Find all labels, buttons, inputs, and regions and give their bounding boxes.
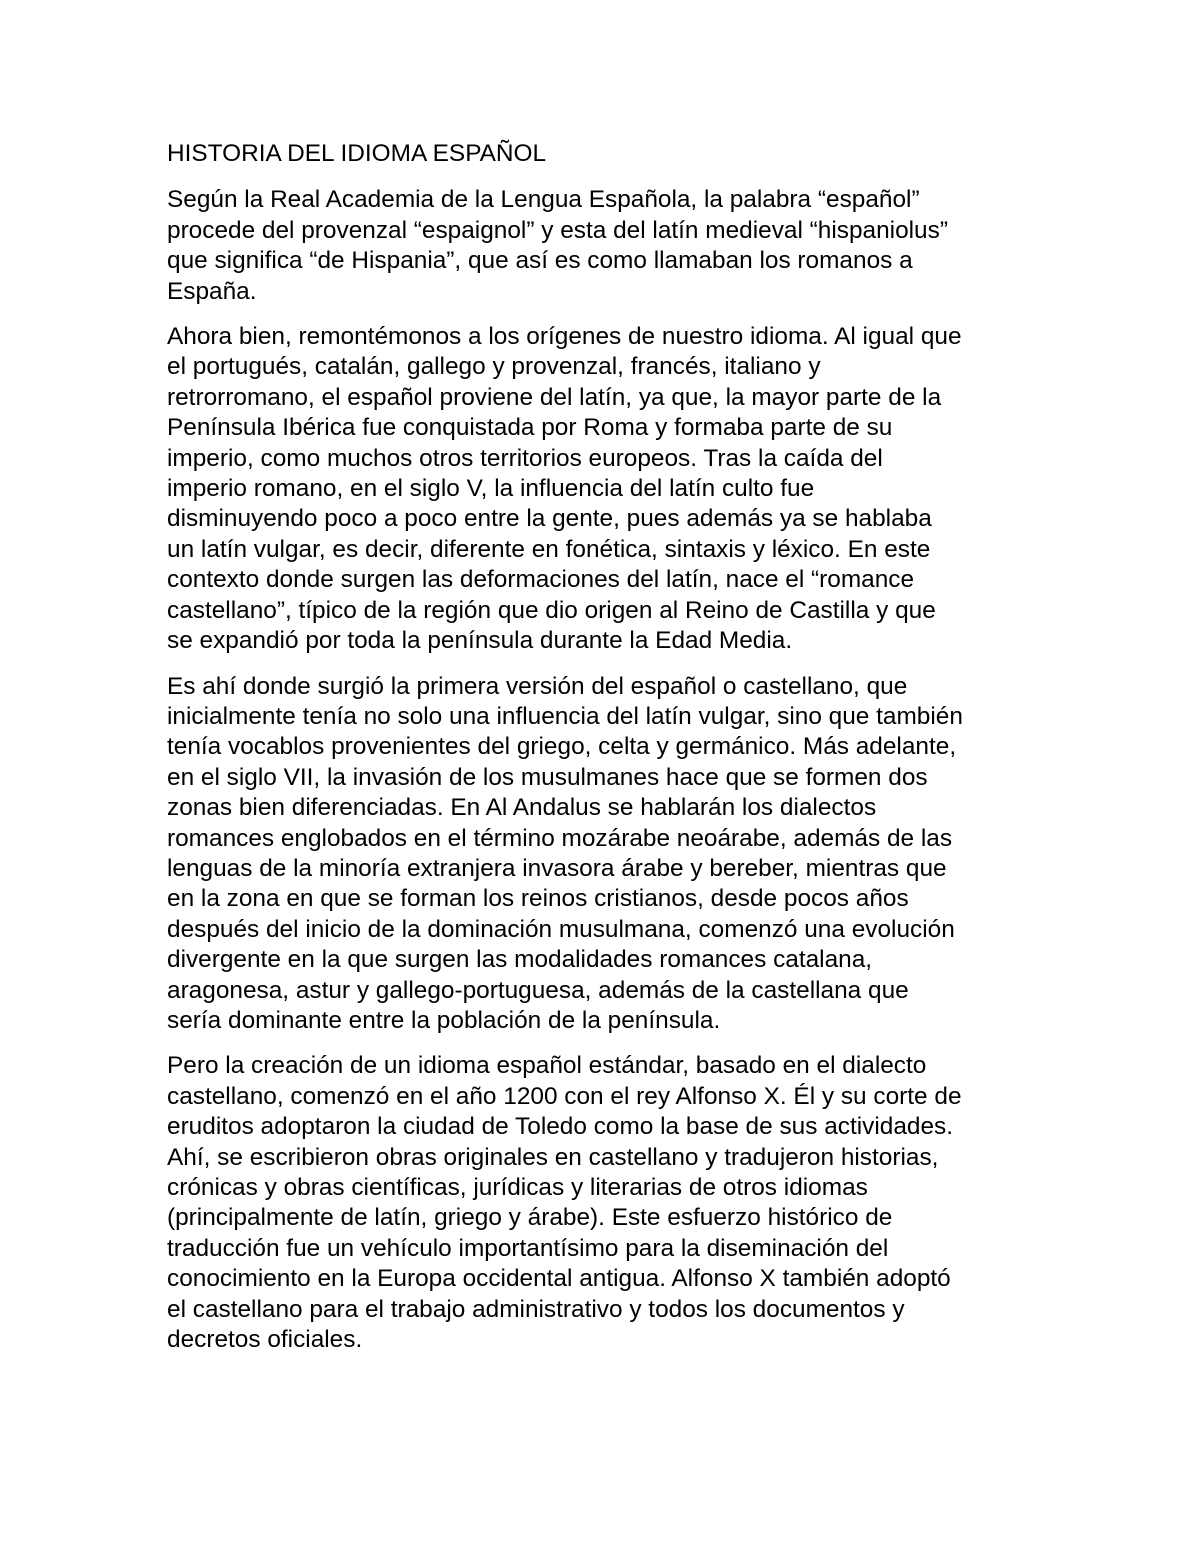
text-line: imperio, como muchos otros territorios europeos. Tras la caída del [167,444,883,472]
text-line: después del inicio de la dominación musulmana, comenzó una evolución [167,915,955,943]
text-line: decretos oficiales. [167,1326,363,1354]
text-line: el portugués, catalán, gallego y provenzal, francés, italiano y [167,353,821,381]
text-line: el castellano para el trabajo administrativo y todos los documentos y [167,1295,905,1323]
text-line: retrorromano, el español proviene del latín, ya que, la mayor parte de la [167,383,942,411]
text-line: Ahí, se escribieron obras originales en castellano y tradujeron historias, [167,1143,939,1171]
text-line: castellano”, típico de la región que dio origen al Reino de Castilla y que [167,596,936,624]
text-line: divergente en la que surgen las modalidades romances catalana, [167,946,873,974]
text-line: Ahora bien, remontémonos a los orígenes de nuestro idioma. Al igual que [167,323,962,351]
document-body [167,139,1035,1370]
text-line: sería dominante entre la población de la península. [167,1006,721,1034]
text-line: un latín vulgar, es decir, diferente en fonética, sintaxis y léxico. En este [167,535,931,563]
paragraph-2 [167,322,1035,656]
text-line: Península Ibérica fue conquistada por Roma y formaba parte de su [167,414,893,442]
paragraph-4 [167,1051,1035,1355]
text-line: inicialmente tenía no solo una influencia del latín vulgar, sino que también [167,702,963,730]
text-line: lenguas de la minoría extranjera invasora árabe y bereber, mientras que [167,854,947,882]
paragraph-list [167,185,1035,1355]
text-line: zonas bien diferenciadas. En Al Andalus se hablarán los dialectos [167,794,877,822]
text-line: Pero la creación de un idioma español estándar, basado en el dialecto [167,1052,927,1080]
text-line: traducción fue un vehículo importantísimo para la diseminación del [167,1234,889,1262]
text-line: eruditos adoptaron la ciudad de Toledo como la base de sus actividades. [167,1113,953,1141]
paragraph-3 [167,672,1035,1037]
text-line: crónicas y obras científicas, jurídicas y literarias de otros idiomas [167,1174,868,1201]
text-line: en la zona en que se forman los reinos cristianos, desde pocos años [167,885,909,913]
text-line: conocimiento en la Europa occidental antigua. Alfonso X también adoptó [167,1265,951,1293]
text-line: castellano, comenzó en el año 1200 con el rey Alfonso X. Él y su corte de [167,1082,962,1110]
text-line: tenía vocablos provenientes del griego, celta y germánico. Más adelante, [167,733,957,761]
text-line: contexto donde surgen las deformaciones del latín, nace el “romance [167,566,915,594]
text-line: aragonesa, astur y gallego-portuguesa, además de la castellana que [167,976,909,1004]
text-line: romances englobados en el término mozárabe neoárabe, además de las [167,824,953,852]
paragraph-1 [167,185,1035,307]
text-line: Es ahí donde surgió la primera versión del español o castellano, que [167,672,908,700]
text-line: se expandió por toda la península durante la Edad Media. [167,627,793,655]
text-line: imperio romano, en el siglo V, la influencia del latín culto fue [167,475,815,503]
text-line: España. [167,277,257,305]
text-line: procede del provenzal “espaignol” y esta del latín medieval “hispaniolus” [167,216,948,244]
text-line: en el siglo VII, la invasión de los musulmanes hace que se formen dos [167,763,928,791]
text-line: que significa “de Hispania”, que así es como llamaban los romanos a [167,247,913,275]
text-line: (principalmente de latín, griego y árabe). Este esfuerzo histórico de [167,1204,893,1232]
document-title: HISTORIA DEL IDIOMA ESPAÑOL [167,140,547,167]
text-line: Según la Real Academia de la Lengua Española, la palabra “español” [167,186,920,214]
text-line: disminuyendo poco a poco entre la gente, pues además ya se hablaba [167,505,932,533]
